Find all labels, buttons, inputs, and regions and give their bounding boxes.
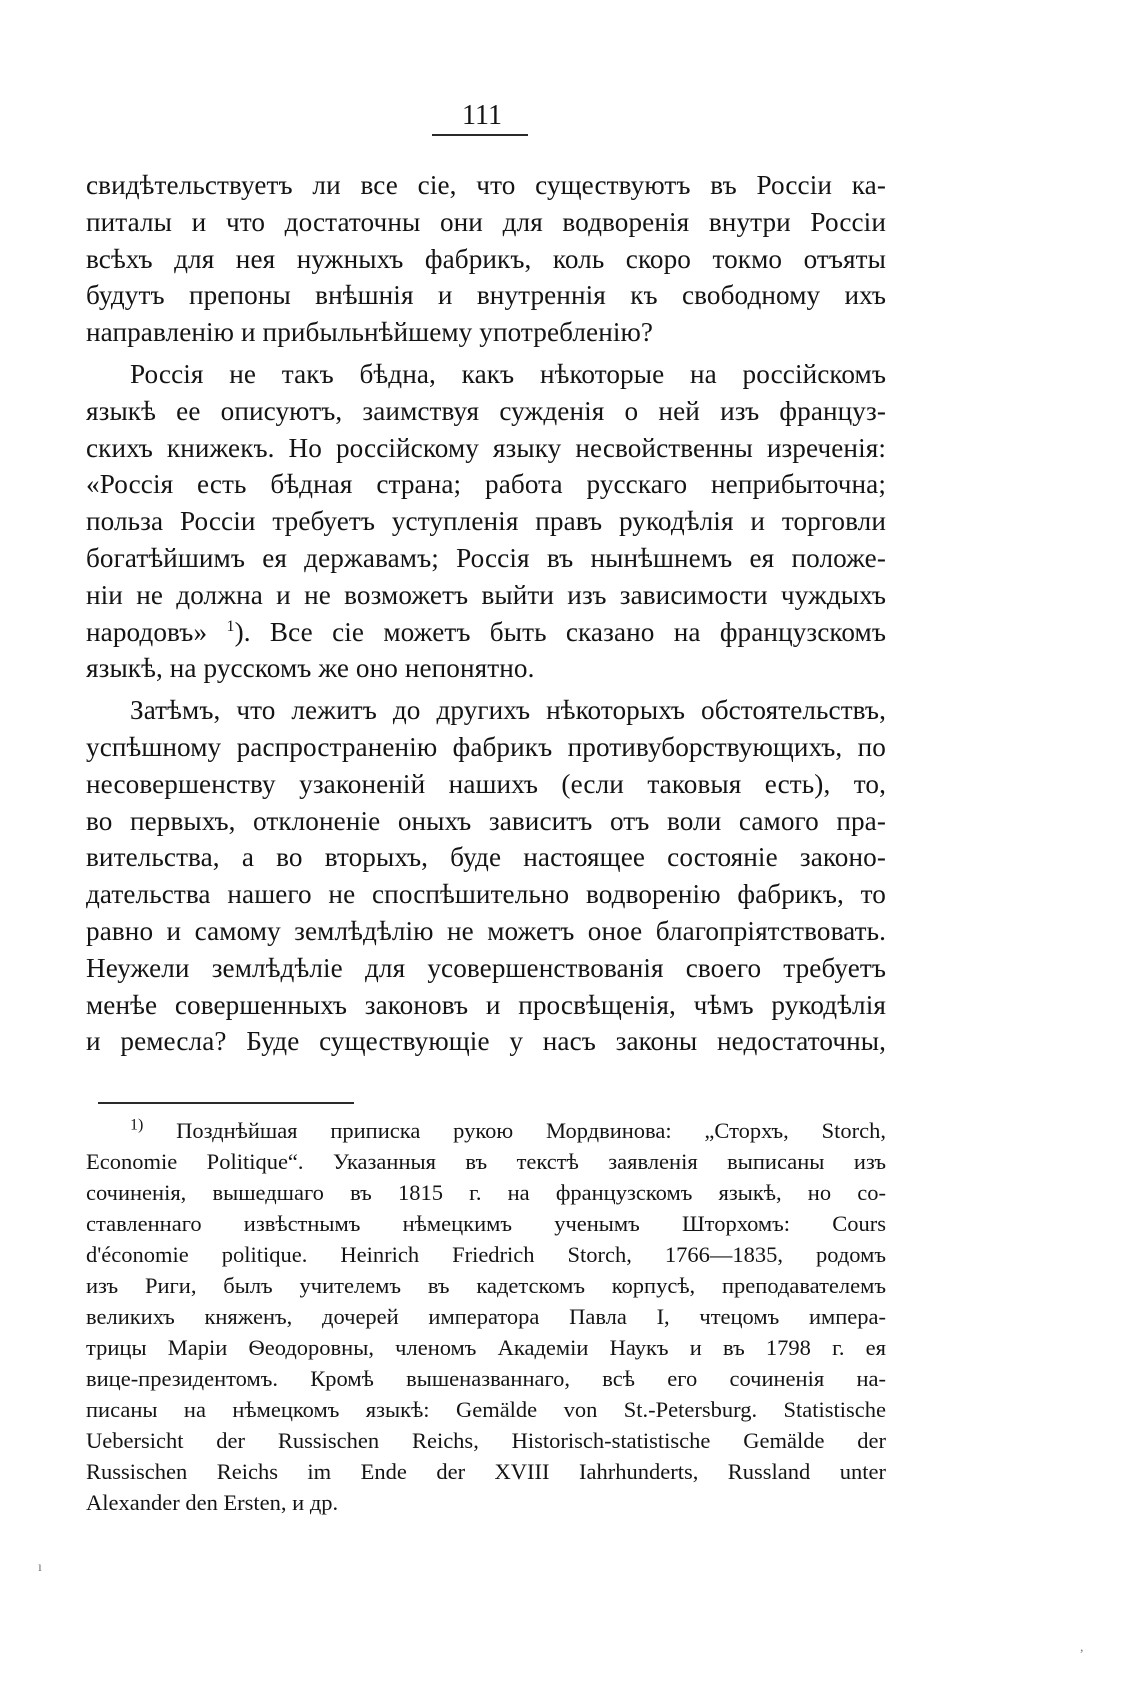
text-line: питалы и что достаточны они для водворенія внутри Россіи [86,206,886,237]
footnote [86,1115,886,1518]
footnote-line: ставленнаго извѣстнымъ нѣмецкимъ ученымъ Шторхомъ: Cours [86,1211,886,1236]
footnote-marker[interactable]: 1 [226,617,235,635]
text-line: Россія не такъ бѣдна, какъ нѣкоторые на россійскомъ [130,358,886,389]
text-line: языкѣ ее описуютъ, заимствуя сужденія о ней изъ француз- [86,395,886,426]
scan-speck: ı [38,1560,42,1575]
footnote-marker-label: 1) [130,1116,144,1134]
text-fragment: ). Все сіе можетъ быть сказано на французскомъ [234,616,886,647]
text-line: скихъ книжекъ. Но россійскому языку несвойственны изреченія: [86,432,886,463]
footnote-line [86,1115,886,1146]
page-number-rule [432,134,528,136]
text-fragment: народовъ» [86,616,227,647]
text-line: будутъ препоны внѣшнія и внутреннія къ свободному ихъ [86,280,886,311]
text-line: несовершенству узаконеній нашихъ (если таковыя есть), то, [86,768,886,799]
scan-speck: , [1080,1640,1084,1655]
footnote-rule [98,1102,354,1104]
paragraph-2 [86,356,886,687]
text-line: языкѣ, на русскомъ же оно непонятно. [86,653,535,684]
paragraph-3 [86,692,886,1060]
footnote-line: Uebersicht der Russischen Reichs, Historisch-statistische Gemälde der [86,1428,886,1453]
footnote-line: Economie Politique“. Указанныя въ текстѣ заявленія выписаны изъ [86,1149,886,1174]
footnote-line: сочиненія, вышедшаго въ 1815 г. на французскомъ языкѣ, но со- [86,1180,886,1205]
text-line: во первыхъ, отклоненіе оныхъ зависитъ отъ воли самого пра- [86,805,886,836]
text-line: направленію и прибыльнѣйшему употребленію? [86,317,654,348]
footnote-line: d'économie politique. Heinrich Friedrich Storch, 1766—1835, родомъ [86,1242,886,1267]
text-fragment: Позднѣйшая приписка рукою Мордвинова: „Сторхъ, Storch, [143,1118,886,1143]
text-line-with-footnote-marker [86,614,886,651]
paragraph-1 [86,167,886,351]
text-line: и ремесла? Буде существующіе у насъ законы недостаточны, [86,1026,886,1057]
body-text [86,167,886,1060]
text-line: богатѣйшимъ ея державамъ; Россія въ нынѣшнемъ ея положе- [86,542,886,573]
text-line: Неужели землѣдѣліе для усовершенствованія своего требуетъ [86,952,886,983]
text-line: успѣшному распространенію фабрикъ противуборствующихъ, по [86,731,886,762]
text-line: свидѣтельствуетъ ли все сіе, что существуютъ въ Россіи ка- [86,170,886,200]
text-line: Затѣмъ, что лежитъ до другихъ нѣкоторыхъ обстоятельствъ, [130,695,886,726]
text-line: менѣе совершенныхъ законовъ и просвѣщенія, чѣмъ рукодѣлія [86,989,886,1020]
page-number: 111 [462,100,502,131]
footnote-line: великихъ княженъ, дочерей императора Павла I, чтецомъ импера- [86,1304,886,1329]
text-line: ніи не должна и не возможетъ выйти изъ зависимости чуждыхъ [86,579,886,610]
footnote-line: изъ Риги, былъ учителемъ въ кадетскомъ корпусѣ, преподавателемъ [86,1273,886,1298]
text-line: «Россія есть бѣдная страна; работа русскаго неприбыточна; [86,469,886,500]
footnote-line: Alexander den Ersten, и др. [86,1490,339,1515]
text-line: вительства, а во вторыхъ, буде настоящее состояніе законо- [86,842,886,873]
footnote-line: вице-президентомъ. Кромѣ вышеназваннаго, всѣ его сочиненія на- [86,1366,886,1391]
text-line: дательства нашего не споспѣшительно водворенію фабрикъ, то [86,879,886,910]
footnote-line: писаны на нѣмецкомъ языкѣ: Gemälde von St.-Petersburg. Statistische [86,1397,886,1422]
text-line: равно и самому землѣдѣлію не можетъ оное благопріятствовать. [86,915,886,946]
text-line: польза Россіи требуетъ уступленія правъ рукодѣлія и торговли [86,506,886,537]
footnote-line: Russischen Reichs im Ende der XVIII Iahrhunderts, Russland unter [86,1459,886,1484]
footnote-line: трицы Маріи Ѳеодоровны, членомъ Академіи Наукъ и въ 1798 г. ея [86,1335,886,1360]
text-line: всѣхъ для нея нужныхъ фабрикъ, коль скоро токмо отъяты [86,243,886,274]
